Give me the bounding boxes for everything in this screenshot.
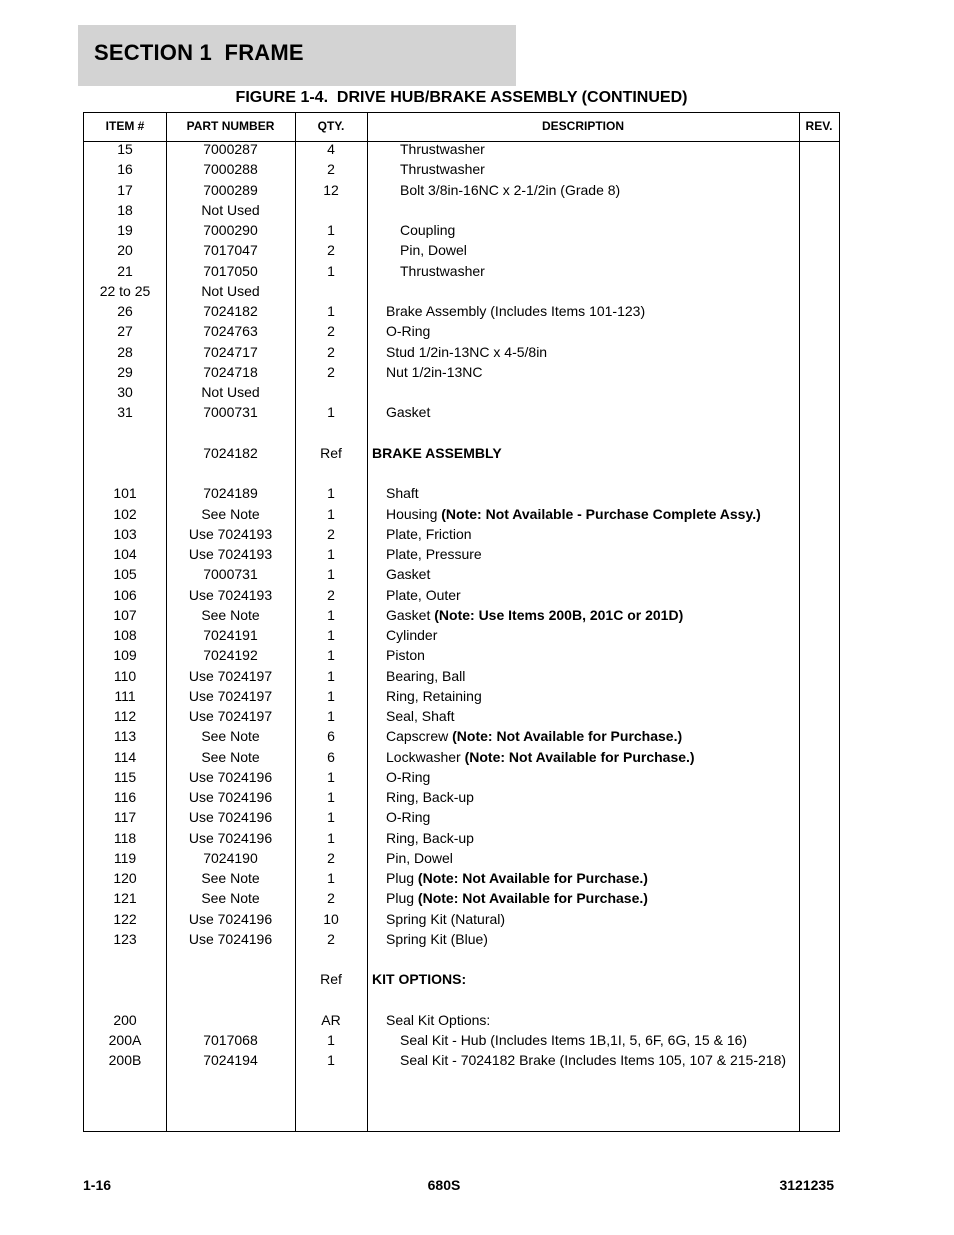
- item-number: 103: [113, 525, 137, 542]
- table-row: [84, 301, 839, 321]
- description-text: O-Ring: [386, 323, 431, 340]
- description-text: Plate, Friction: [386, 525, 472, 542]
- table-row: [84, 726, 839, 746]
- table-row: [84, 504, 839, 524]
- item-number: 122: [113, 910, 137, 927]
- part-number: See Note: [201, 870, 260, 886]
- item-number: 19: [117, 222, 133, 238]
- description: [367, 220, 832, 240]
- item-number: 121: [113, 890, 137, 907]
- part-number: Use 7024196: [188, 910, 273, 927]
- description-text: Spring Kit (Blue): [386, 930, 488, 947]
- description-text: Ring, Retaining: [386, 687, 482, 704]
- quantity: AR: [321, 1011, 341, 1028]
- table-row: [84, 180, 839, 200]
- table-row: [84, 443, 839, 463]
- description: [367, 807, 818, 827]
- quantity: 1: [327, 566, 335, 583]
- table-row: [84, 544, 839, 564]
- description-note: (Note: Not Available - Purchase Complete Assy.): [441, 505, 761, 522]
- item-number: 15: [117, 141, 133, 157]
- quantity: 2: [327, 323, 335, 340]
- description: [367, 767, 818, 787]
- table-row: [84, 321, 839, 341]
- table-row: [84, 787, 839, 807]
- description-text: Thrustwasher: [400, 141, 485, 157]
- quantity: 4: [327, 141, 335, 157]
- quantity: 1: [327, 1052, 335, 1069]
- description-text: Bearing, Ball: [386, 667, 466, 684]
- description: [367, 706, 818, 726]
- item-number: 29: [117, 363, 133, 380]
- table-row: [84, 564, 839, 584]
- table-row: [84, 625, 839, 645]
- description-note: (Note: Not Available for Purchase.): [417, 870, 648, 886]
- table-row: [84, 767, 839, 787]
- item-number: 113: [113, 728, 137, 745]
- table-row: [84, 382, 839, 402]
- item-number: 200A: [108, 1032, 142, 1048]
- description: [367, 564, 818, 584]
- description-note: (Note: Use Items 200B, 201C or 201D): [434, 606, 684, 623]
- description: [367, 362, 818, 382]
- description-text: Gasket: [386, 566, 431, 583]
- quantity: 1: [327, 647, 335, 664]
- table-row: [84, 666, 839, 686]
- description-note: (Note: Not Available for Purchase.): [452, 728, 683, 745]
- description-text: Ring, Back-up: [386, 829, 474, 846]
- description: [367, 240, 832, 260]
- item-number: 117: [113, 809, 137, 826]
- part-number: 7024191: [203, 627, 258, 643]
- part-number: 7017047: [203, 242, 258, 259]
- item-number: 30: [117, 384, 133, 400]
- part-number: Not Used: [201, 282, 260, 299]
- quantity: 2: [327, 343, 335, 360]
- quantity: 6: [327, 748, 335, 765]
- part-number: Use 7024196: [188, 768, 273, 785]
- quantity: 1: [327, 667, 335, 684]
- description-text: Plug: [386, 890, 418, 907]
- part-number: 7024718: [203, 363, 258, 380]
- quantity: 2: [327, 586, 335, 603]
- description-text: Seal Kit Options:: [386, 1011, 491, 1028]
- table-row: [84, 524, 839, 544]
- description-text: Pin, Dowel: [386, 849, 453, 866]
- item-number: 27: [117, 323, 133, 340]
- description-note: (Note: Not Available for Purchase.): [464, 748, 695, 765]
- item-number: 120: [113, 870, 137, 886]
- description-text: Spring Kit (Natural): [386, 910, 506, 927]
- description-text: KIT OPTIONS:: [372, 971, 467, 988]
- item-number: 119: [113, 849, 137, 866]
- item-number: 110: [113, 667, 137, 684]
- item-number: 200B: [108, 1052, 142, 1069]
- part-number: 7000731: [203, 404, 258, 421]
- quantity: 1: [327, 303, 335, 319]
- table-row: [84, 139, 839, 159]
- table-row: [84, 1030, 839, 1050]
- part-number: See Note: [201, 606, 260, 623]
- description: [367, 544, 818, 564]
- item-number: 102: [113, 505, 137, 522]
- part-number: Use 7024196: [188, 829, 273, 846]
- table-row: [84, 220, 839, 240]
- description: [367, 848, 818, 868]
- description-text: Coupling: [400, 222, 456, 238]
- item-number: 106: [113, 586, 137, 603]
- description-text: Plate, Pressure: [386, 546, 482, 562]
- part-number: 7024763: [203, 323, 258, 340]
- part-number: 7024189: [203, 485, 258, 502]
- description-text: O-Ring: [386, 809, 431, 826]
- item-number: 105: [113, 566, 137, 583]
- description-text: Brake Assembly (Includes Items 101-123): [386, 303, 646, 319]
- item-number: 112: [113, 708, 137, 724]
- description-text: Lockwasher: [386, 748, 465, 765]
- description: [367, 483, 818, 503]
- table-row: [84, 159, 839, 179]
- description-text: Ring, Back-up: [386, 789, 474, 805]
- description-text: Bolt 3/8in-16NC x 2-1/2in (Grade 8): [400, 181, 621, 198]
- item-number: 28: [117, 343, 133, 360]
- quantity: Ref: [320, 971, 342, 988]
- description-text: Plug: [386, 870, 418, 886]
- part-number: Not Used: [201, 201, 260, 218]
- item-number: 114: [113, 748, 137, 765]
- header-part-number: PART NUMBER: [186, 119, 275, 133]
- header-item: ITEM #: [105, 119, 145, 133]
- item-number: 116: [113, 789, 137, 805]
- table-row: [84, 342, 839, 362]
- description-note: (Note: Not Available for Purchase.): [417, 890, 648, 907]
- description: [367, 787, 818, 807]
- description: [367, 969, 804, 989]
- table-row: [84, 929, 839, 949]
- figure-title: FIGURE 1-4. DRIVE HUB/BRAKE ASSEMBLY (CONTINUED): [235, 89, 688, 106]
- description: [367, 159, 832, 179]
- table-row: [84, 807, 839, 827]
- quantity: 2: [327, 890, 335, 907]
- description: [367, 666, 818, 686]
- description: [367, 180, 832, 200]
- table-row: [84, 585, 839, 605]
- description: [367, 1050, 832, 1070]
- table-row: [84, 1050, 839, 1070]
- table-row: [84, 747, 839, 767]
- table-row: [84, 483, 839, 503]
- description: [367, 1030, 832, 1050]
- parts-table: [83, 112, 840, 1132]
- description: [367, 605, 818, 625]
- quantity: 1: [327, 606, 335, 623]
- part-number: 7017050: [203, 262, 258, 279]
- table-row: [84, 402, 839, 422]
- item-number: 16: [117, 161, 133, 178]
- item-number: 123: [113, 930, 137, 947]
- table-row: [84, 828, 839, 848]
- item-number: 20: [117, 242, 133, 259]
- quantity: 10: [323, 910, 339, 927]
- header-qty: QTY.: [317, 119, 345, 133]
- description-text: Shaft: [386, 485, 419, 502]
- table-row: [84, 969, 839, 989]
- table-row: [84, 909, 839, 929]
- description-text: Stud 1/2in-13NC x 4-5/8in: [386, 343, 548, 360]
- description: [367, 747, 818, 767]
- item-number: 111: [114, 687, 136, 704]
- quantity: 2: [327, 161, 335, 178]
- table-row: [84, 888, 839, 908]
- item-number: 118: [113, 829, 137, 846]
- part-number: Use 7024193: [188, 546, 273, 562]
- item-number: 17: [117, 181, 133, 198]
- quantity: 1: [327, 829, 335, 846]
- table-row: [84, 706, 839, 726]
- part-number: See Note: [201, 890, 260, 907]
- item-number: 104: [113, 546, 137, 562]
- item-number: 200: [113, 1011, 137, 1028]
- table-row: [84, 605, 839, 625]
- part-number: 7017068: [203, 1032, 258, 1048]
- table-header: [84, 113, 839, 142]
- quantity: 1: [327, 546, 335, 562]
- part-number: Use 7024197: [188, 667, 273, 684]
- part-number: 7000290: [203, 222, 258, 238]
- description-text: Nut 1/2in-13NC: [386, 363, 483, 380]
- table-row: [84, 240, 839, 260]
- part-number: Use 7024197: [188, 708, 273, 724]
- part-number: 7024190: [203, 849, 258, 866]
- description: [367, 686, 818, 706]
- quantity: 1: [327, 768, 335, 785]
- part-number: Use 7024193: [188, 525, 273, 542]
- description: [367, 929, 818, 949]
- part-number: Not Used: [201, 384, 260, 400]
- description-text: Capscrew: [386, 728, 453, 745]
- header-rev: REV.: [805, 119, 833, 133]
- description-text: Thrustwasher: [400, 161, 485, 178]
- item-number: 101: [113, 485, 137, 502]
- description-text: Piston: [386, 647, 425, 664]
- section-title: SECTION 1 FRAME: [94, 40, 304, 65]
- description: [367, 504, 818, 524]
- description: [367, 726, 818, 746]
- item-number: 21: [117, 262, 133, 279]
- part-number: 7024182: [203, 444, 258, 461]
- quantity: 1: [327, 262, 335, 279]
- quantity: 2: [327, 242, 335, 259]
- quantity: 2: [327, 363, 335, 380]
- part-number: Use 7024196: [188, 809, 273, 826]
- description-text: Housing: [386, 505, 442, 522]
- description-text: Seal Kit - Hub (Includes Items 1B,1I, 5, 6F, 6G, 15 & 16): [400, 1032, 748, 1048]
- item-number: 18: [117, 201, 133, 218]
- part-number: 7024194: [203, 1052, 258, 1069]
- description: [367, 645, 818, 665]
- section-banner: [78, 25, 516, 86]
- part-number: 7024182: [203, 303, 258, 319]
- part-number: 7000287: [203, 141, 258, 157]
- table-row: [84, 868, 839, 888]
- table-row: [84, 1010, 839, 1030]
- table-row: [84, 261, 839, 281]
- part-number: Use 7024193: [188, 586, 273, 603]
- quantity: 1: [327, 222, 335, 238]
- description-text: Pin, Dowel: [400, 242, 467, 259]
- item-number: 26: [117, 303, 133, 319]
- quantity: 1: [327, 870, 335, 886]
- description-text: Gasket: [386, 606, 435, 623]
- quantity: 2: [327, 849, 335, 866]
- item-number: 109: [113, 647, 137, 664]
- description: [367, 868, 818, 888]
- footer-document-number: 3121235: [779, 1177, 834, 1193]
- part-number: See Note: [201, 728, 260, 745]
- item-number: 107: [113, 606, 137, 623]
- description: [367, 625, 818, 645]
- quantity: 2: [327, 525, 335, 542]
- description: [367, 321, 818, 341]
- description-text: Thrustwasher: [400, 262, 485, 279]
- part-number: See Note: [201, 505, 260, 522]
- description: [367, 301, 818, 321]
- table-row: [84, 645, 839, 665]
- footer-page-number: 1-16: [83, 1177, 112, 1193]
- quantity: 1: [327, 1032, 335, 1048]
- description-text: Plate, Outer: [386, 586, 461, 603]
- description: [367, 585, 818, 605]
- part-number: 7024717: [203, 343, 258, 360]
- part-number: 7000731: [203, 566, 258, 583]
- quantity: 1: [327, 809, 335, 826]
- description-text: Seal, Shaft: [386, 708, 455, 724]
- part-number: See Note: [201, 748, 260, 765]
- description: [367, 1010, 818, 1030]
- quantity: 12: [323, 181, 339, 198]
- table-row: [84, 281, 839, 301]
- description-text: Seal Kit - 7024182 Brake (Includes Items 105, 107 & 215-218): [400, 1052, 787, 1069]
- item-number: 31: [117, 404, 133, 421]
- quantity: Ref: [320, 444, 342, 461]
- footer-model: 680S: [427, 1177, 461, 1193]
- table-row: [84, 686, 839, 706]
- quantity: 1: [327, 485, 335, 502]
- quantity: 1: [327, 687, 335, 704]
- item-number: 22 to 25: [99, 282, 151, 299]
- part-number: 7024192: [203, 647, 258, 664]
- quantity: 1: [327, 505, 335, 522]
- quantity: 6: [327, 728, 335, 745]
- table-row: [84, 848, 839, 868]
- table-row: [84, 362, 839, 382]
- quantity: 1: [327, 789, 335, 805]
- quantity: 1: [327, 627, 335, 643]
- table-row: [84, 200, 839, 220]
- description-text: O-Ring: [386, 768, 431, 785]
- part-number: Use 7024196: [188, 930, 273, 947]
- item-number: 115: [113, 768, 137, 785]
- description-text: BRAKE ASSEMBLY: [372, 444, 502, 461]
- description: [367, 139, 832, 159]
- item-number: 108: [113, 627, 137, 643]
- part-number: 7000289: [203, 181, 258, 198]
- quantity: 1: [327, 708, 335, 724]
- description: [367, 402, 818, 422]
- description: [367, 342, 818, 362]
- description: [367, 261, 832, 281]
- part-number: Use 7024196: [188, 789, 273, 805]
- part-number: 7000288: [203, 161, 258, 178]
- quantity: 2: [327, 930, 335, 947]
- header-description: DESCRIPTION: [541, 119, 624, 133]
- description: [367, 524, 818, 544]
- quantity: 1: [327, 404, 335, 421]
- description-text: Cylinder: [386, 627, 438, 643]
- part-number: Use 7024197: [188, 687, 273, 704]
- description: [367, 909, 818, 929]
- description-text: Gasket: [386, 404, 431, 421]
- description: [367, 888, 818, 908]
- description: [367, 828, 818, 848]
- description: [367, 443, 804, 463]
